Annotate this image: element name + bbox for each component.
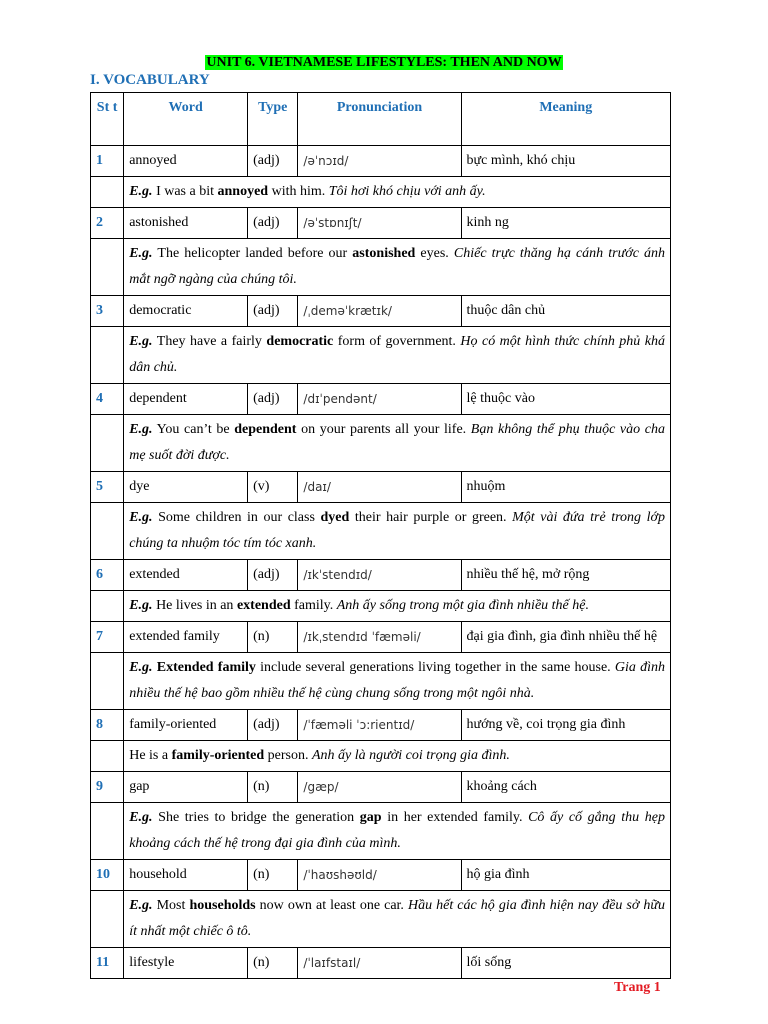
example-text: include several generations living together in the same house. [255, 660, 615, 675]
example-sentence [124, 327, 671, 384]
type-cell: (adj) [248, 296, 298, 327]
example-label: E.g. [129, 246, 153, 261]
type-cell: (n) [248, 948, 298, 979]
word-row [91, 208, 671, 239]
type-cell: (n) [248, 622, 298, 653]
word-row [91, 710, 671, 741]
example-spacer [91, 239, 124, 296]
pronunciation-cell: /əˈnɔɪd/ [298, 146, 461, 177]
word-row [91, 472, 671, 503]
meaning-cell: hướng về, coi trọng gia đình [461, 710, 670, 741]
type-cell: (n) [248, 772, 298, 803]
example-keyword: family-oriented [171, 748, 265, 763]
example-translation: Họ có một hình thức chính phủ khá dân chủ. [129, 334, 665, 375]
word-cell: dependent [124, 384, 248, 415]
example-keyword: gap [359, 810, 382, 825]
example-row [91, 177, 671, 208]
meaning-cell: lối sống [461, 948, 670, 979]
example-text: in her extended family. [381, 810, 529, 825]
example-spacer [91, 503, 124, 560]
example-sentence [124, 653, 671, 710]
title-container [0, 53, 768, 71]
example-text: with him. [268, 184, 329, 199]
vocabulary-table [90, 92, 671, 979]
example-keyword: extended [236, 598, 291, 613]
word-cell: dye [124, 472, 248, 503]
meaning-cell: nhuộm [461, 472, 670, 503]
example-keyword: astonished [352, 246, 416, 261]
example-row [91, 591, 671, 622]
word-cell: extended [124, 560, 248, 591]
row-number: 10 [91, 860, 124, 891]
example-keyword: annoyed [217, 184, 269, 199]
type-cell: (adj) [248, 710, 298, 741]
pronunciation-cell: /ˌdeməˈkrætɪk/ [298, 296, 461, 327]
meaning-cell: thuộc dân chủ [461, 296, 670, 327]
example-sentence [124, 239, 671, 296]
meaning-cell: lệ thuộc vào [461, 384, 670, 415]
row-number: 5 [91, 472, 124, 503]
section-heading: I. VOCABULARY [90, 72, 210, 88]
row-number: 2 [91, 208, 124, 239]
row-number: 3 [91, 296, 124, 327]
example-spacer [91, 741, 124, 772]
example-label: E.g. [129, 422, 153, 437]
example-text: Most [152, 898, 190, 913]
type-cell: (adj) [248, 384, 298, 415]
example-keyword: democratic [266, 334, 334, 349]
word-cell: extended family [124, 622, 248, 653]
example-text: family. [290, 598, 337, 613]
example-sentence [124, 891, 671, 948]
word-row [91, 622, 671, 653]
meaning-cell: kinh ng [461, 208, 670, 239]
example-row [91, 327, 671, 384]
pronunciation-cell: /ˈfæməli ˈɔ:rientɪd/ [298, 710, 461, 741]
example-text: He is a [129, 748, 172, 763]
example-text: eyes. [415, 246, 454, 261]
type-cell: (v) [248, 472, 298, 503]
meaning-cell: hộ gia đình [461, 860, 670, 891]
header-word: Word [124, 93, 248, 146]
word-cell: annoyed [124, 146, 248, 177]
word-row [91, 384, 671, 415]
type-cell: (adj) [248, 208, 298, 239]
example-row [91, 741, 671, 772]
example-label: E.g. [129, 510, 153, 525]
type-cell: (adj) [248, 560, 298, 591]
example-text: The helicopter landed before our [152, 246, 353, 261]
type-cell: (n) [248, 860, 298, 891]
example-translation: Anh ấy là người coi trọng gia đình. [311, 748, 510, 763]
header-pronunciation: Pronunciation [298, 93, 461, 146]
word-cell: household [124, 860, 248, 891]
example-label: E.g. [129, 810, 153, 825]
example-row [91, 239, 671, 296]
header-type: Type [248, 93, 298, 146]
example-translation: Một vài đứa trẻ trong lớp chúng ta nhuộm tóc tím tóc xanh. [129, 510, 665, 551]
example-label: E.g. [129, 660, 153, 675]
example-text: their hair purple or green. [349, 510, 513, 525]
page-number: Trang 1 [614, 980, 661, 995]
example-text: She tries to bridge the generation [152, 810, 360, 825]
example-spacer [91, 803, 124, 860]
example-translation: Gia đình nhiều thế hệ bao gồm nhiều thế hệ cùng chung sống trong một ngôi nhà. [129, 660, 666, 701]
example-spacer [91, 415, 124, 472]
meaning-cell: bực mình, khó chịu [461, 146, 670, 177]
word-row [91, 948, 671, 979]
example-translation: Bạn không thể phụ thuộc vào cha mẹ suốt đời được. [129, 422, 665, 463]
example-sentence [124, 591, 671, 622]
example-translation: Cô ấy cố gắng thu hẹp khoảng cách thế hệ trong đại gia đình của mình. [129, 810, 665, 851]
example-row [91, 653, 671, 710]
pronunciation-cell: /əˈstɒnɪʃt/ [298, 208, 461, 239]
pronunciation-cell: /daɪ/ [298, 472, 461, 503]
example-text: He lives in an [152, 598, 237, 613]
word-row [91, 860, 671, 891]
example-sentence [124, 741, 671, 772]
example-row [91, 415, 671, 472]
example-sentence [124, 503, 671, 560]
example-text: person. [264, 748, 312, 763]
example-text: I was a bit [152, 184, 218, 199]
word-cell: gap [124, 772, 248, 803]
meaning-cell: nhiều thế hệ, mở rộng [461, 560, 670, 591]
table-body [91, 146, 671, 979]
example-sentence [124, 177, 671, 208]
example-spacer [91, 653, 124, 710]
row-number: 11 [91, 948, 124, 979]
word-row [91, 296, 671, 327]
example-spacer [91, 591, 124, 622]
example-translation: Anh ấy sống trong một gia đình nhiều thế hệ. [336, 598, 589, 613]
example-spacer [91, 891, 124, 948]
pronunciation-cell: /ˈlaɪfstaɪl/ [298, 948, 461, 979]
example-row [91, 891, 671, 948]
meaning-cell: đại gia đình, gia đình nhiều thế hệ [461, 622, 670, 653]
pronunciation-cell: /ˈhaʊshəʊld/ [298, 860, 461, 891]
word-cell: family-oriented [124, 710, 248, 741]
word-row [91, 560, 671, 591]
word-cell: astonished [124, 208, 248, 239]
word-row [91, 772, 671, 803]
row-number: 6 [91, 560, 124, 591]
example-text: now own at least one car. [255, 898, 408, 913]
example-label: E.g. [129, 598, 153, 613]
pronunciation-cell: /ɪkˌstendɪd ˈfæməli/ [298, 622, 461, 653]
example-spacer [91, 177, 124, 208]
example-label: E.g. [129, 898, 153, 913]
type-cell: (adj) [248, 146, 298, 177]
example-sentence [124, 415, 671, 472]
row-number: 9 [91, 772, 124, 803]
example-text: Some children in our class [152, 510, 321, 525]
row-number: 1 [91, 146, 124, 177]
page-title: UNIT 6. VIETNAMESE LIFESTYLES: THEN AND NOW [206, 55, 562, 70]
row-number: 8 [91, 710, 124, 741]
example-text: form of government. [333, 334, 461, 349]
example-keyword: dependent [234, 422, 297, 437]
word-cell: lifestyle [124, 948, 248, 979]
row-number: 4 [91, 384, 124, 415]
example-sentence [124, 803, 671, 860]
pronunciation-cell: /ɪkˈstendɪd/ [298, 560, 461, 591]
meaning-cell: khoảng cách [461, 772, 670, 803]
example-spacer [91, 327, 124, 384]
header-stt: St t [91, 93, 124, 146]
table-header-row [91, 93, 671, 146]
example-text: on your parents all your life. [296, 422, 471, 437]
example-label: E.g. [129, 184, 153, 199]
pronunciation-cell: /gæp/ [298, 772, 461, 803]
word-row [91, 146, 671, 177]
example-translation: Hầu hết các hộ gia đình hiện nay đều sở hữu ít nhất một chiếc ô tô. [129, 898, 665, 939]
example-row [91, 803, 671, 860]
example-keyword: Extended family [156, 660, 256, 675]
pronunciation-cell: /dɪˈpendənt/ [298, 384, 461, 415]
example-translation: Tôi hơi khó chịu với anh ấy. [328, 184, 486, 199]
example-keyword: dyed [320, 510, 350, 525]
example-text: They have a fairly [152, 334, 267, 349]
header-meaning: Meaning [461, 93, 670, 146]
word-cell: democratic [124, 296, 248, 327]
row-number: 7 [91, 622, 124, 653]
example-label: E.g. [129, 334, 153, 349]
example-text: You can’t be [152, 422, 235, 437]
example-row [91, 503, 671, 560]
example-keyword: households [189, 898, 256, 913]
example-translation: Chiếc trực thăng hạ cánh trước ánh mắt ngỡ ngàng của chúng tôi. [129, 246, 665, 287]
